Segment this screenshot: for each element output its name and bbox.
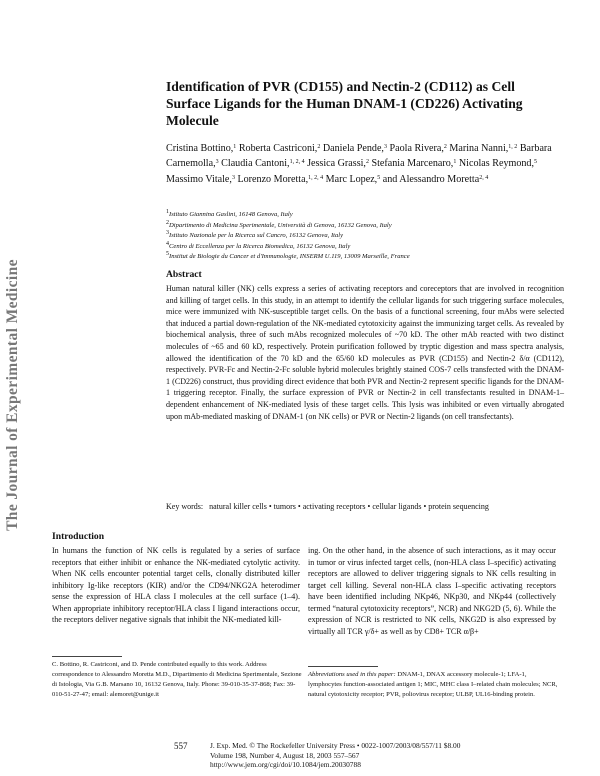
author-name (326, 174, 381, 185)
footnote-correspondence: C. Bottino, R. Castriconi, and D. Pende contributed equally to this work. Address correspondence to Alessandro Moretta M.D., Dipartimento di Medicina Sperimentale, Sezione di Istologia, Via G.B. Marsano 10, 16132 Genova, Italy. Phone: 39-010-35-37-868; Fax: 39-010-51-27-47; email: alemoret@unige.it (52, 661, 302, 698)
affiliation-text: Istituto Nazionale per la Ricerca sul Cancro, 16132 Genova, Italy (169, 232, 344, 239)
keywords-list: natural killer cells • tumors • activating receptors • cellular ligands • protein sequencing (209, 502, 489, 511)
author-name (459, 158, 537, 169)
affiliation-mark: 5 (166, 251, 169, 257)
author-affiliation-mark: 3 (231, 174, 235, 181)
author-name-text: Barbara Carnemolla, (166, 143, 552, 170)
author-affiliation-mark: 2, 4 (479, 174, 489, 181)
author-name (383, 174, 488, 185)
affiliation-item (166, 210, 561, 221)
journal-citation (210, 741, 550, 770)
abbreviations-label: Abbreviations used in this paper: (308, 671, 396, 678)
journal-doi-link[interactable]: http://www.jem.org/cgi/doi/10.1084/jem.20030788 (210, 760, 361, 770)
author-affiliation-mark: 1 (453, 159, 457, 166)
journal-spine-label (0, 250, 26, 540)
author-name-text: Marc Lopez, (325, 173, 378, 185)
footnote-divider-left (52, 656, 122, 657)
author-name-text: Stefania Marcenaro, (371, 158, 454, 170)
journal-citation-line-2: Volume 198, Number 4, August 18, 2003 557–567 (210, 750, 360, 760)
introduction-column-left: In humans the function of NK cells is regulated by a series of surface receptors that either inhibit or enhance the NK-mediated cytolytic activity. When NK cells encounter potential target cells, clonally distributed killer inhibitory Ig-like receptors (KIR) and/or the CD94/NKG2A heterodimer sense the expression of HLA class I molecules at the cell surface (1–4). When appropriate inhibitory receptor/HLA class I ligand interactions occur, the receptors deliver negative signals that inhibit the NK-mediated kill- (52, 546, 300, 625)
author-affiliation-mark: 2 (443, 144, 447, 150)
journal-citation-line-1: J. Exp. Med. © The Rockefeller University Press • 0022-1007/2003/08/557/11 $8.00 (210, 741, 461, 750)
affiliation-mark: 2 (166, 219, 169, 226)
author-affiliation-mark: 2 (365, 159, 369, 166)
author-name-text: Nicolas Reymond, (458, 158, 535, 170)
author-affiliation-mark: 1, 2, 4 (308, 174, 324, 181)
author-name-text: Roberta Castriconi, (238, 143, 318, 154)
author-affiliation-mark: 2 (317, 144, 321, 150)
affiliation-text: Centro di Eccellenza per la Ricerca Biomedica, 16132 Genova, Italy (169, 242, 351, 250)
journal-name: The Journal of Experimental Medicine (4, 259, 21, 531)
author-name-text: and Alessandro Moretta (382, 173, 480, 185)
author-affiliation-mark: 3 (215, 159, 219, 166)
author-name (307, 158, 369, 169)
author-name-text: Jessica Grassi, (307, 158, 366, 170)
author-list (166, 141, 561, 187)
affiliation-mark: 4 (166, 240, 169, 247)
affiliation-mark: 1 (166, 209, 169, 215)
affiliation-text: Istituto Giannina Gaslini, 16148 Genova, Italy (169, 211, 293, 218)
author-name (390, 143, 447, 154)
author-affiliation-mark: 3 (383, 144, 387, 150)
affiliation-item (166, 221, 561, 232)
author-name (166, 143, 236, 154)
author-affiliation-mark: 5 (534, 159, 538, 166)
author-name (449, 143, 517, 154)
affiliations-list (166, 210, 561, 263)
affiliation-text: Dipartimento di Medicina Sperimentale, Università di Genova, 16132 Genova, Italy (169, 221, 392, 229)
abstract-text: Human natural killer (NK) cells express a series of activating receptors and coreceptors that are involved in recognition and killing of target cells. In this study, in an attempt to identify the cellular ligands for such triggering surface molecules, mice were immunized with NK-susceptible target cells. On the basis of a functional screening, four mAbs were selected that induced a partial down-regulation of the NK-mediated cytotoxicity against the immunizing target cells. As revealed by biochemical analysis, three of such mAbs recognized molecules of ~70 kD. The other mAb reacted with two distinct molecules of ~65 and 60 kD, respectively. Protein purification followed by tryptic digestion and mass spectra analysis, allowed the identification of the 70 kD and the 65/60 kD molecules as PVR (CD155) and Nectin-2 δ/α (CD112), respectively. PVR-Fc and Nectin-2-Fc soluble hybrid molecules brightly stained COS-7 cells transfected with the DNAM-1 (CD226) construct, thus providing direct evidence that both PVR and Nectin-2 represent specific ligands for the DNAM-1 triggering receptor. Finally, the surface expression of PVR or Nectin-2 in cell transfectants resulted in DNAM-1–dependent enhancement of NK-mediated lysis of these target cells. This lysis was inhibited or even virtually abrogated upon mAb-mediated masking of DNAM-1 (on NK cells) or PVR or Nectin-2 ligands (on cell transfectants). (166, 284, 564, 421)
author-affiliation-mark: 1, 2 (508, 144, 518, 150)
affiliation-mark: 3 (166, 230, 169, 236)
affiliation-item (166, 231, 561, 242)
author-name (372, 158, 457, 169)
author-affiliation-mark: 1, 2, 4 (289, 159, 305, 166)
author-affiliation-mark: 1 (233, 144, 237, 150)
author-name (237, 174, 323, 185)
abstract-heading: Abstract (166, 269, 202, 280)
author-name-text: Claudia Cantoni, (221, 158, 290, 170)
author-name (221, 158, 304, 169)
introduction-heading: Introduction (52, 531, 105, 542)
affiliation-item (166, 242, 561, 253)
author-name (166, 174, 235, 185)
page-number: 557 (174, 741, 188, 751)
author-name-text: Marina Nanni, (449, 143, 509, 154)
author-name (239, 143, 321, 154)
keywords-label: Key words: (166, 502, 204, 511)
author-name-text: Daniela Pende, (322, 143, 384, 154)
author-name-text: Paola Rivera, (389, 143, 444, 154)
footnote-divider-right (308, 666, 378, 667)
keywords-line (166, 502, 564, 511)
author-name-text: Cristina Bottino, (166, 143, 234, 154)
abbreviations-text: DNAM-1, DNAX accessory molecule-1; LFA-1, lymphocytes function-associated antigen 1; MIC, MHC class I–related chain molecules; NCR, natural cytotoxicity receptor; PVR, poliovirus receptor; ULBP, UL16-binding protein. (308, 671, 558, 698)
author-name-text: Lorenzo Moretta, (237, 173, 309, 185)
affiliation-text: Institut de Biologie du Cancer et d'Immunologie, INSERM U.119, 13009 Marseille, France (169, 253, 410, 260)
author-name-text: Massimo Vitale, (166, 173, 232, 185)
footnote-abbreviations (308, 670, 558, 700)
author-affiliation-mark: 5 (377, 174, 381, 181)
author-name (323, 143, 387, 154)
article-title: Identification of PVR (CD155) and Nectin-2 (CD112) as Cell Surface Ligands for the Human DNAM-1 (CD226) Activating Molecule (166, 79, 523, 128)
affiliation-item (166, 252, 561, 263)
introduction-column-right: ing. On the other hand, in the absence of such interactions, as it may occur in tumor or virus infected target cells, (non-HLA class I–specific) activating receptors are allowed to deliver triggering signals to NK cells resulting in target cell killing. Several non-HLA class I–specific activating receptors have been identified including NKp46, NKp30, and NKp44 (collectively termed “natural cytotoxicity receptors”, NCR) and NKG2D (5, 6). While the expression of NCR is restricted to NK cells, NKG2D is also expressed by virtually all TCR γ/δ+ as well as by CD8+ TCR α/β+ (308, 546, 556, 636)
